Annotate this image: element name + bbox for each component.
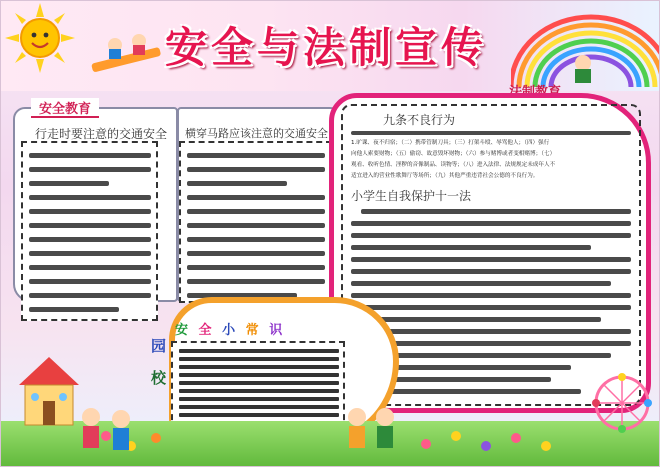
- page-title: 安全与法制宣传: [164, 23, 487, 72]
- tab-safety-education: 安全教育: [31, 98, 99, 118]
- knowledge-title: [175, 319, 285, 338]
- campus-char-2: 校: [151, 369, 167, 387]
- knowledge-char-2: 全: [198, 323, 215, 338]
- kids-group-left-illustration: [71, 401, 151, 461]
- campus-char-1: 园: [151, 337, 167, 355]
- kids-pencil-illustration: [87, 31, 167, 76]
- knowledge-char-1: 安: [175, 323, 192, 338]
- bad-behavior-line-1: 1.旷课、夜不归宿；（二）携带管制刀具；（三）打架斗殴、辱骂他人；（四）强行: [351, 140, 550, 146]
- knowledge-char-5: 识: [269, 323, 286, 338]
- knowledge-char-4: 常: [245, 323, 262, 338]
- bad-behavior-line-3: 观看、收听色情、淫秽的音像制品、读物等；（八）进入法律、法规规定未成年人不: [351, 162, 556, 168]
- sun-icon: [5, 3, 75, 73]
- bad-behavior-line-2: 向他人索要财物；（五）偷窃、故意毁坏财物；（六）参与赌博或者变相赌博；（七）: [351, 151, 556, 157]
- rainbow-icon: [511, 7, 660, 87]
- self-protection-heading: 小学生自我保护十一法: [351, 189, 472, 203]
- right-page-heading: 横穿马路应该注意的交通安全: [185, 127, 328, 140]
- knowledge-char-3: 小: [222, 323, 239, 338]
- bad-behavior-heading: 九条不良行为: [383, 113, 456, 127]
- bad-behavior-line-4: 适宜进入的营业性歌舞厅等场所；（九）其他严重违背社会公德的不良行为。: [351, 173, 539, 179]
- kids-group-center-illustration: [337, 401, 407, 461]
- ferris-wheel-illustration: [587, 371, 657, 441]
- left-page-heading: 行走时要注意的交通安全: [35, 127, 168, 141]
